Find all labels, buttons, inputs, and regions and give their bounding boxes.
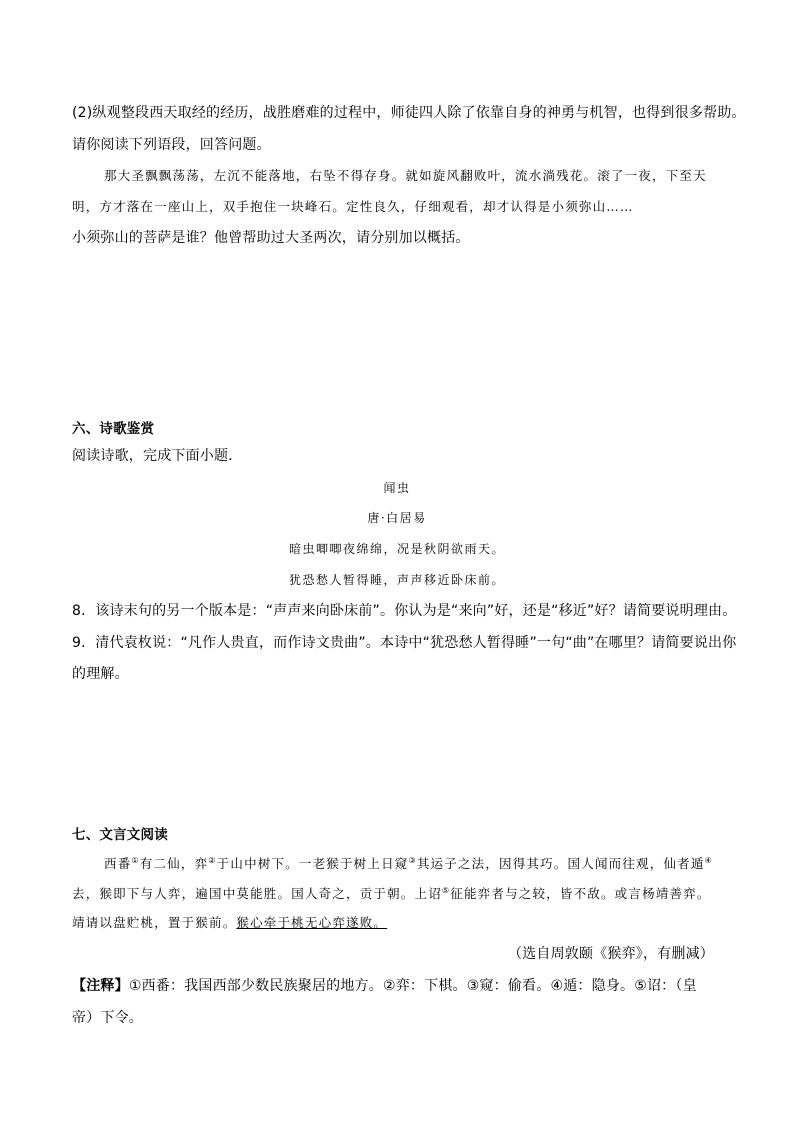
question-9-line2: 的理解。	[72, 666, 129, 682]
passage-line1: 那大圣飘飘荡荡，左沉不能落地，右坠不得存身。就如旋风翻败叶，流水淌残花。滚了一夜，下至天	[104, 168, 707, 183]
section6-instruction: 阅读诗歌，完成下面小题．	[72, 448, 243, 464]
question-8: 8．该诗末句的另一个版本是：“声声来向卧床前”。你认为是“来向”好，还是“移近”好？请简要说明理由。	[72, 603, 737, 619]
footnote-mark: ②	[208, 855, 217, 865]
source-citation: （选自周敦颐《猴弈》，有删减）	[508, 946, 714, 962]
classical-text: 西番	[104, 856, 132, 871]
underlined-sentence: 猴心牵于桃无心弈遂败。	[236, 915, 388, 930]
classical-text: 靖请以盘贮桃，置于猴前。	[72, 915, 237, 930]
notes-line2: 帝）下令。	[72, 1010, 143, 1026]
q2-question: 小须弥山的菩萨是谁？他曾帮助过大圣两次，请分别加以概括。	[72, 230, 470, 246]
poem-author: 唐·白居易	[367, 511, 427, 525]
classical-line1	[104, 854, 713, 874]
footnote-mark: ④	[704, 855, 713, 865]
question-9-line1: 9．清代袁枚说：“凡作人贵直，而作诗文贵曲”。本诗中“犹恐愁人暂得睡”一句“曲”在哪里？请简要说出你	[72, 635, 737, 651]
classical-line3	[72, 913, 387, 933]
classical-text: 去，猴即下与人弈，遍国中莫能胜。国人奇之，贡于朝。上诏	[72, 886, 442, 901]
classical-text: 其运子之法，因得其巧。国人闻而往观，仙者遁	[416, 856, 705, 871]
classical-line2	[72, 884, 711, 904]
classical-text: 征能弈者与之较，皆不敌。或言杨靖善弈。	[450, 886, 711, 901]
notes-text: ①西番：我国西部少数民族聚居的地方。②弈：下棋。③窥：偷看。④遁：隐身。⑤诏：（皇	[128, 978, 697, 994]
q2-line1: (2)纵观整段西天取经的经历，战胜磨难的过程中，师徒四人除了依靠自身的神勇与机智，也得到很多帮助。	[72, 105, 746, 121]
classical-text: 于山中树下。一老猴于树上日窥	[216, 856, 409, 871]
classical-text: 有二仙，弈	[139, 856, 209, 871]
notes-line1	[72, 976, 697, 996]
q2-line2: 请你阅读下列语段，回答问题。	[72, 137, 271, 153]
footnote-mark: ③	[408, 855, 417, 865]
section6-heading: 六、诗歌鉴赏	[72, 421, 155, 437]
footnote-mark: ①	[131, 855, 140, 865]
footnote-mark: ⑤	[441, 885, 451, 895]
passage-line2: 明，方才落在一座山上，双手抱住一块峰石。定性良久，仔细观看，却才认得是小须弥山……	[72, 199, 634, 214]
section7-heading: 七、文言文阅读	[72, 827, 168, 843]
notes-label: 【注释】	[72, 978, 129, 994]
poem-line1: 暗虫唧唧夜绵绵，况是秋阴欲雨天。	[288, 542, 505, 556]
poem-line2: 犹恐愁人暂得睡，声声移近卧床前。	[288, 573, 505, 587]
poem-title: 闻虫	[383, 481, 411, 495]
